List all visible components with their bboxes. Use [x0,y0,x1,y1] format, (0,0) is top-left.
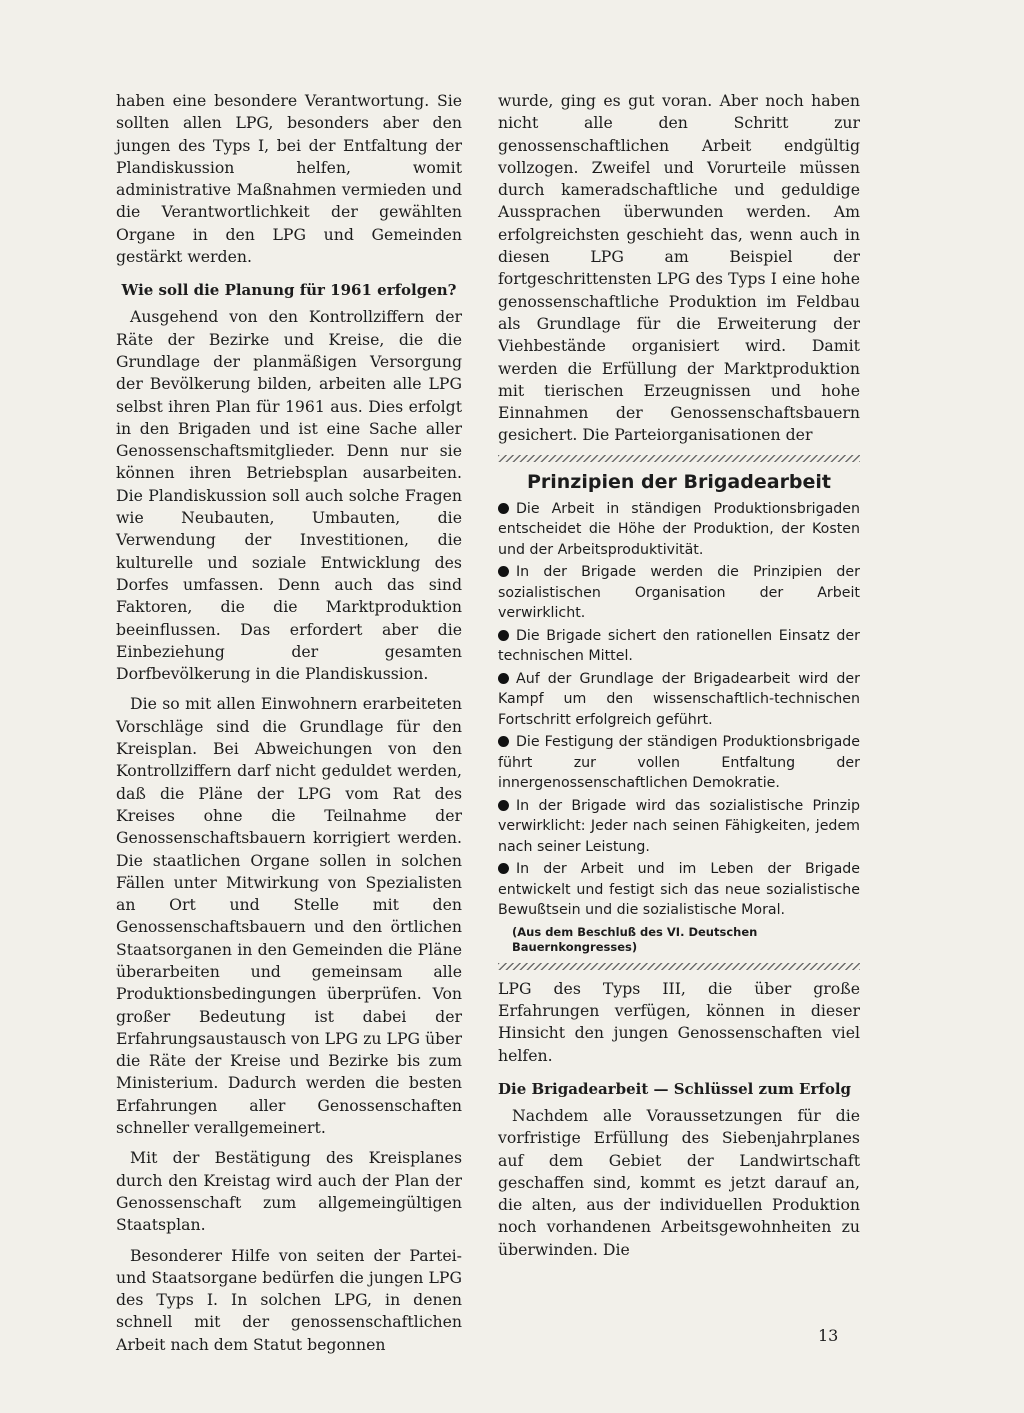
principle-item [498,626,860,667]
right-paragraph-3: Nachdem alle Voraussetzungen für die vorfristige Erfüllung des Siebenjahrplanes auf dem Gebiet der Landwirtschaft geschaffen sind, kommt es jetzt darauf an, die alten, aus der individuellen Produktion noch vorhandenen Arbeitsgewohnheiten zu überwinden. Die [498,1105,860,1259]
box-top-rule [498,455,860,462]
box-title: Prinzipien der Brigadearbeit [526,470,832,493]
left-paragraph-1: haben eine besondere Verantwortung. Sie sollten allen LPG, besonders aber den jungen des Typs I, bei der Entfaltung der Plandiskussion helfen, womit administrative Maßnahmen vermieden und die Verantwortlichkeit der gewählten Organe in den LPG und Gemeinden gestärkt werden. [116,91,462,267]
principle-text: In der Brigade wird das sozialistische Prinzip verwirklicht: Jeder nach seinen Fähigkeiten, jedem nach seiner Leistung. [498,797,860,855]
section-heading-brigade: Die Brigadearbeit — Schlüssel zum Erfolg [498,1079,852,1098]
section-heading-planning: Wie soll die Planung für 1961 erfolgen? [121,281,457,300]
principle-item [498,859,860,921]
left-paragraph-2: Ausgehend von den Kontrollziffern der Räte der Bezirke und Kreise, die die Grundlage der planmäßigen Versorgung der Bevölkerung bilden, arbeiten alle LPG selbst ihren Plan für 1961 aus. Dies erfolgt in den Brigaden und ist eine Sache aller Genossenschaftsmitglieder. Denn nur sie können ihren Betriebsplan ausarbeiten. Die Plandiskussion soll auch solche Fragen wie Neubauten, Umbauten, die Verwendung der Investitionen, die kulturelle und soziale Entwicklung des Dorfes umfassen. Denn auch das sind Faktoren, die die Marktproduktion beeinflussen. Das erfordert aber die Einbeziehung der gesamten Dorfbevölkerung in die Plandiskussion. [116,307,462,684]
principles-box [498,455,860,970]
bullet-icon [498,630,509,641]
principle-item [498,669,860,731]
left-paragraph-3: Die so mit allen Einwohnern erarbeiteten Vorschläge sind die Grundlage für den Kreisplan. Bei Abweichungen von den Kontrollziffern darf nicht geduldet werden, daß die Pläne der LPG vom Rat des Kreises ohne die Teilnahme der Genossenschaftsbauern korrigiert werden. Die staatlichen Organe sollen in solchen Fällen unter Mitwirkung von Spezialisten an Ort und Stelle mit den Genossenschaftsbauern und den örtlichen Staatsorganen in den Gemeinden die Pläne überarbeiten und gemeinsam alle Produktionsbedingungen überprüfen. Von großer Bedeutung ist dabei der Erfahrungsaustausch von LPG zu LPG über die Räte der Kreise und Bezirke bis zum Ministerium. Dadurch werden die besten Erfahrungen aller Genossenschaften schneller verallgemeinert. [116,694,462,1138]
right-paragraph-2: LPG des Typs III, die über große Erfahrungen verfügen, können in dieser Hinsicht den jungen Genossenschaften viel helfen. [498,978,860,1065]
principle-text: In der Arbeit und im Leben der Brigade entwickelt und festigt sich das neue sozialistische Bewußtsein und die sozialistische Moral. [498,861,860,919]
left-column [116,90,462,1364]
box-bottom-rule [498,963,860,970]
bullet-icon [498,736,509,747]
right-column [498,90,860,1269]
right-paragraph-1: wurde, ging es gut voran. Aber noch haben nicht alle den Schritt zur genossenschaftlichen Arbeit endgültig vollzogen. Zweifel und Vorurteile müssen durch kameradschaftliche und geduldige Aussprachen überwunden werden. Am erfolgreichsten geschieht das, wenn auch in diesen LPG am Beispiel der fortgeschrittensten LPG des Typs I eine hohe genossenschaftliche Produktion im Feldbau als Grundlage für die Erweiterung der Viehbestände organisiert wird. Damit werden die Erfüllung der Marktproduktion mit tierischen Erzeugnissen und hohe Einnahmen der Genossenschaftsbauern gesichert. Die Parteiorganisationen der [498,91,860,445]
bullet-icon [498,800,509,811]
principle-item [498,796,860,858]
box-source-citation: (Aus dem Beschluß des VI. Deutschen Bauernkongresses) [512,924,758,954]
principle-text: Auf der Grundlage der Brigadearbeit wird der Kampf um den wissenschaftlich-technischen Fortschritt erfolgreich geführt. [498,670,860,728]
left-paragraph-4: Mit der Bestätigung des Kreisplanes durch den Kreistag wird auch der Plan der Genossenschaft zum allgemeingültigen Staatsplan. [116,1148,462,1235]
left-paragraph-5: Besonderer Hilfe von seiten der Partei- und Staatsorgane bedürfen die jungen LPG des Typs I. In solchen LPG, in denen schnell mit der genossenschaftlichen Arbeit nach dem Statut begonnen [116,1245,462,1354]
principle-item [498,499,860,561]
principle-text: Die Festigung der ständigen Produktionsbrigade führt zur vollen Entfaltung der innergenossenschaftlichen Demokratie. [498,734,860,792]
principle-text: Die Arbeit in ständigen Produktionsbrigaden entscheidet die Höhe der Produktion, der Kosten und der Arbeitsproduktivität. [498,500,860,558]
page-number: 13 [818,1326,839,1345]
bullet-icon [498,503,509,514]
bullet-icon [498,863,509,874]
bullet-icon [498,673,509,684]
principle-text: In der Brigade werden die Prinzipien der sozialistischen Organisation der Arbeit verwirklicht. [498,564,860,622]
principle-text: Die Brigade sichert den rationellen Einsatz der technischen Mittel. [498,627,860,665]
principle-item [498,732,860,794]
principle-item [498,562,860,624]
bullet-icon [498,566,509,577]
